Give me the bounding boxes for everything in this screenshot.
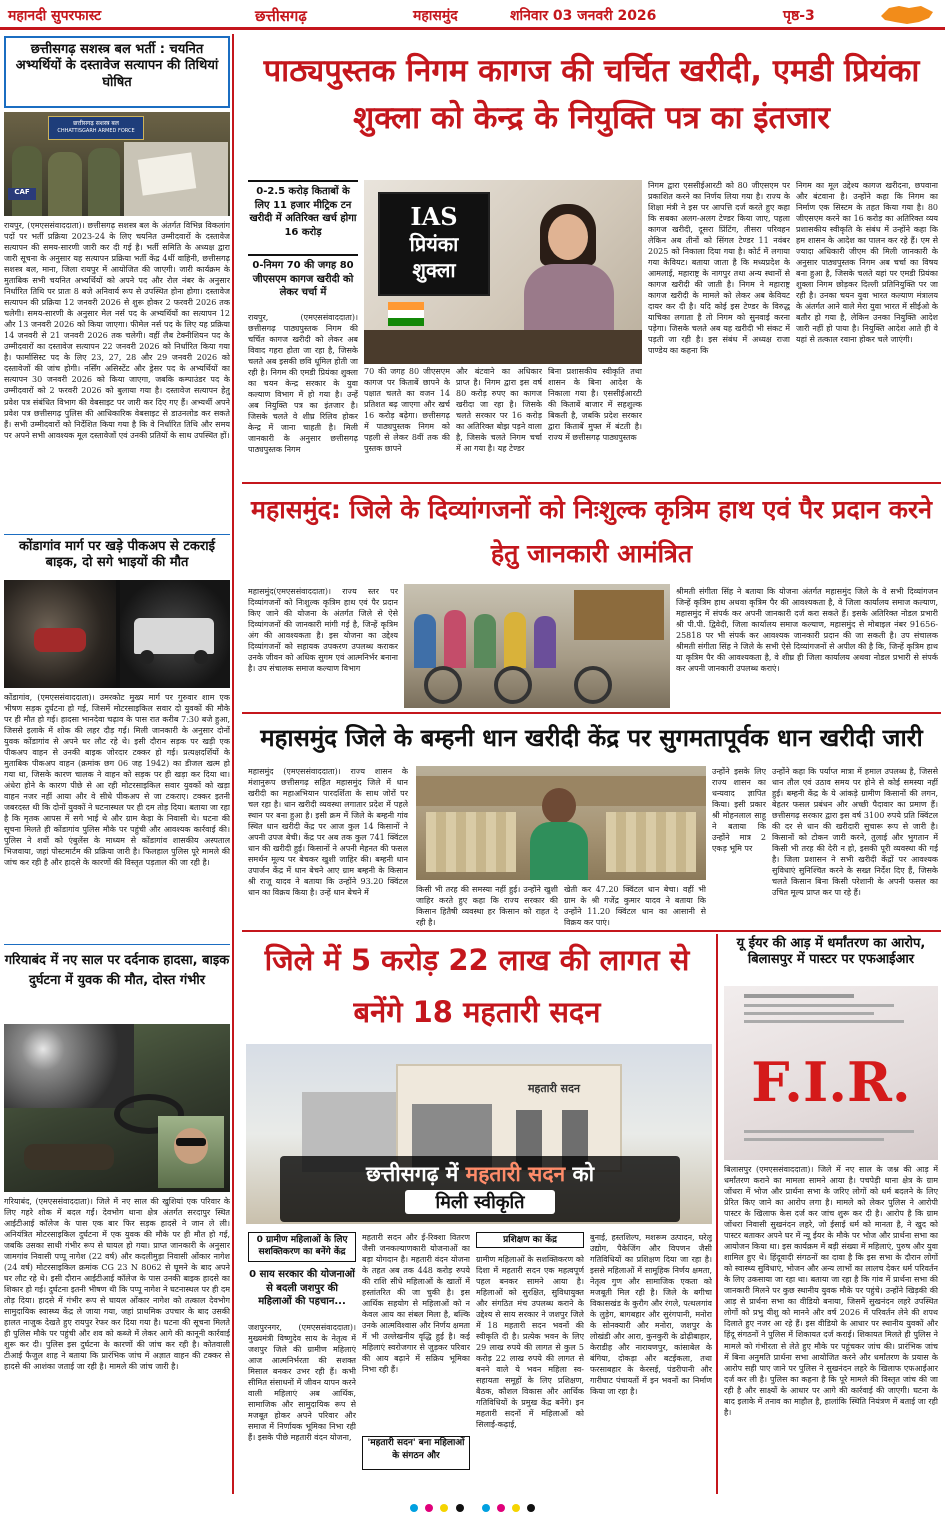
wheel — [140, 650, 154, 664]
color-dot-magenta — [425, 1504, 433, 1512]
person-figure — [534, 616, 556, 668]
banner-line2: मिली स्वीकृति — [405, 1190, 555, 1214]
lead-headline: पाठ्यपुस्तक निगम कागज की चर्चित खरीदी, एमडी प्रियंका शुक्ला को केन्द्र के नियुक्ति पत्र का इंतजार — [263, 53, 920, 136]
divider — [242, 930, 941, 932]
sadan-col1: जशपुरनगर, (एमएससंवाददाता)। मुख्यमंत्री विष्णुदेव साय के नेतृत्व में जशपुर जिले की ग्रामीण महिलाएं आज आत्मनिर्भरता की सशक्त मिसाल बनकर उभर रही हैं। कभी सीमित संसाधनों में जीवन यापन करने वाली महिलाएं अब आर्थिक, सामाजिक और सामुदायिक रूप से मजबूत होकर अपने परिवार और समाज में निर्णायक भूमिका निभा रही हैं। इसके पीछे महतारी वंदन योजना, — [248, 1323, 356, 1443]
soldier-figure — [88, 148, 120, 216]
masthead — [0, 0, 945, 30]
dhan-col3: खेती कर 47.20 क्विंटल धान बेचा। वहीं भी ग्राम के श्री गजेंद्र कुमार यादव ने बताया कि उन्होंने 11.20 क्विंटल धान का आसानी से विक्रय कर पाएं। — [564, 885, 706, 928]
accident-figure — [34, 628, 86, 652]
ias-name-last: शुक्ला — [412, 258, 456, 282]
divyang-photo — [404, 584, 670, 708]
print-registration-bar — [0, 1500, 945, 1519]
dhan-photo — [416, 766, 706, 880]
paper-name: महानदी सुपरफास्ट — [8, 8, 102, 24]
sadan-box2: 0 साय सरकार की योजनाओं से बदली जशपुर की महिलाओं की पहचान... — [249, 1269, 355, 1307]
sadan-col2: महतारी सदन और ई-रिक्शा वितरण जैसी जनकल्याणकारी योजनाओं का बड़ा योगदान है। महतारी वंदन योजना के तहत अब तक 448 करोड़ रुपये की राशि सीधे महिलाओं के खातों में हस्तांतरित की जा चुकी है। इस आर्थिक सहयोग से महिलाओं को न केवल आय का संबल मिला है, बल्कि उनके आत्मविश्वास और निर्णय क्षमता में भी उल्लेखनीय वृद्धि हुई है। कई महिलाएं स्वरोजगार से जुड़कर परिवार की आय बढ़ाने में सक्रिय भूमिका निभा रही हैं। — [362, 1233, 470, 1375]
color-dot-black — [527, 1504, 535, 1512]
color-dot-yellow — [512, 1504, 520, 1512]
victim-figure — [24, 1144, 114, 1170]
armed-force-sign — [48, 116, 144, 140]
color-dot-cyan — [482, 1504, 490, 1512]
left-column — [4, 34, 234, 1494]
person-figure — [444, 610, 466, 668]
person-figure — [504, 612, 526, 668]
sadan-banner — [280, 1156, 680, 1222]
soldier-figure — [12, 146, 42, 216]
sadan-photo — [246, 1044, 712, 1224]
portrait-face — [174, 1128, 208, 1164]
lead-photo — [364, 180, 642, 364]
sadan-headline: जिले में 5 करोड़ 22 लाख की लागत से बनेंगे 18 महतारी सदन — [264, 943, 690, 1030]
registration-dots — [408, 1504, 466, 1515]
armed-force-sign-en: CHHATTISGARH ARMED FORCE — [57, 127, 135, 134]
lead-col5: निगम द्वारा एससीईआरटी को 80 जीएसएम पर प्रकाशित करने का निर्णय लिया गया है। राज्य के शिक्षा मंत्री ने इस पर आपत्ति दर्ज करते हुए कहा कि सबका अलग-अलग टेण्डर किया जाए, पहला कागज खरीदी, दूसरा प्रिंटिंग, तीसरा परिवहन लेकिन अब तीनों को सिंगल टेण्डर 11 नवंबर 2025 को निकाला दिया गया है। कोर्ट में लगाया गया केवियट। बताया जाता है कि मध्यप्रदेश के आमलाई, महाराष्ट्र के नागपुर तथा अन्य स्थानों से कागज खरीदी की जाती है। निगम ने महाराष्ट्र कागज खरीदी के मामले को लेकर अब केवियट दायर कर दी है। यदि कोई इस टेण्डर के विरुद्ध याचिका लगाता है तो निगम को सुनवाई करना पड़ेगा। जिसके चलते अब यह खरीदी भी संकट में पड़ती जा रही है। इस संबंध में अध्यक्ष राजा पाण्डेय का कहना कि — [648, 181, 790, 356]
lead-col2: 70 की जगह 80 जीएसएम कागज पर किताबें छापने के पक्षात चलते का वजन 14 प्रतिशत बढ़ जाएगा और खर्च 16 करोड़ बढ़ेगा। छत्तीसगढ़ में पाठ्यपुस्तक निगम को पहली से लेकर 8वीं तक की पुस्तक छापने — [364, 367, 450, 454]
sadan-box1: 0 ग्रामीण महिलाओं के लिए सशक्तिकरण का बनेंगे केंद्र — [248, 1232, 356, 1262]
farmer-head — [542, 788, 576, 824]
dhan-col1: महासमुंद (एमएससंवाददाता)। राज्य शासन के मंशानुरूप छत्तीसगढ़ सहित महासमुंद जिले में धान खरीदी का महाअभियान पारदर्शिता के साथ जोरों पर चल रहा है। धान खरीदी व्यवस्था लगातार प्रदेश में पहले स्थान पर बना हुआ है। इसी क्रम में जिले के बम्हनी गांव स्थित धान खरीदी केंद्र पर आज कुल 14 किसानों ने अपनी उपज बेची। केंद्र पर अब तक कुल 741 क्विंटल धान की खरीदी हुई। किसानों ने अपनी मेहनत की फसल समर्थन मूल्य पर बेचकर खुशी जाहिर की। बम्हनी धान उपार्जन केंद्र में धान बेचने आए ग्राम बम्हनी के किसान श्री राजू यादव ने बताया कि उन्होंने 93.20 क्विंटल धान का विक्रय किया है। उन्हें धान बेचने में — [248, 767, 408, 898]
lead-deck2: 0-निमग 70 की जगह 80 जीएसएम कागज खरीदी को लेकर चर्चा में — [248, 254, 358, 310]
color-dot-yellow — [440, 1504, 448, 1512]
story3-headline-box — [4, 944, 230, 1018]
soldier-figure — [48, 152, 82, 216]
document-line — [744, 1020, 904, 1023]
fir-stamp: F.I.R. — [751, 1050, 911, 1114]
story1-headline: छत्तीसगढ़ सशस्त्र बल भर्ती : चयनित अभ्यर्थियों के दस्तावेज सत्यापन की तिथियां घोषित — [15, 42, 219, 90]
night-crash-scene — [4, 1024, 134, 1108]
lead-col6: निगम का मूल उद्देश्य कागज खरीदना, छपवाना और बंटवाना है। उन्होंने कहा कि निगम का निर्माण एक सिस्टम के तहत किया गया है। 80 जीएसएम करने का 16 करोड़ का अतिरिक्त व्यय प्रशासकीय स्वीकृति के संबंध में उन्होंने कहा कि हम शासन के आदेश का पालन कर रहे हैं। एम से ज्यादा अधिकारी जीएम की मिली जानकारी के अनुसार पाठ्यपुस्तक निगम अब चर्चा का विषय बना हुआ है, जिसके चलते यहां पर एमडी प्रियंका शुक्ला निगम छोड़कर दिल्ली प्रतिनियुक्ति पर जा रही है। उनका चयन युवा भारत कल्याण मंत्रालय के अंतर्गत आने वाले मेरा युवा भारत में सीईओ के बतौर हो गया है, लेकिन उनका नियुक्ति आदेश जारी नहीं हो पाया है। नियुक्ति आदेश आते ही वे यहां से तत्काल रवाना होकर चले जाएंगी। — [796, 181, 938, 345]
story2-photo — [4, 580, 230, 688]
page-number: पृष्ठ-3 — [783, 8, 815, 24]
document-line — [744, 1004, 894, 1007]
tricycle-wheel — [424, 666, 462, 704]
sadan-box4: प्रशिक्षण का केंद्र — [476, 1232, 584, 1248]
dhan-col4: उन्होंने इसके लिए राज्य शासन का धन्यवाद ज्ञापित किया। इसी प्रकार श्री मोहनलाल साहू ने बताया कि उन्होंने मात्र 2 एकड़ भूमि पर — [712, 767, 766, 854]
document-line — [744, 1012, 874, 1015]
story2-headline-box — [4, 534, 230, 578]
city-name: महासमुंद — [413, 8, 458, 24]
divyang-headline: महासमुंद: जिले के दिव्यांगजनों को निःशुल्क कृत्रिम हाथ एवं पैर प्रदान करने हेतु जानकारी आमंत्रित — [251, 495, 932, 568]
dhan-headline: महासमुंद जिले के बम्हनी धान खरीदी केंद्र पर सुगमतापूर्वक धान खरीदी जारी — [260, 724, 923, 752]
story1-headline-box — [4, 36, 230, 108]
tricycle-wheel — [574, 666, 612, 704]
pickup-vehicle — [134, 618, 214, 654]
document-line — [744, 1138, 884, 1141]
officer-face — [548, 214, 588, 260]
sadan-box3: 'महतारी सदन' बना महिलाओं के संगठन और — [362, 1436, 470, 1470]
state-map-icon — [877, 2, 937, 28]
registration-dots — [480, 1504, 538, 1515]
banner-text-end: को — [572, 1162, 595, 1186]
lead-col4: बिना प्रशासकीय स्वीकृति तथा शासन के बिना आदेश के निकाला गया है। एससीईआरटी की किताबें बाजार में सहशुल्क बिकती है, जबकि प्रदेश सरकार द्वारा किताबें मुफ्त में बंटती है। राज्य में छत्तीसगढ़ पाठ्यपुस्तक — [548, 367, 642, 443]
ias-name-first: प्रियंका — [409, 232, 459, 256]
divider — [242, 482, 941, 484]
farmer-shirt — [530, 822, 588, 880]
color-dot-magenta — [497, 1504, 505, 1512]
document-line — [744, 1130, 914, 1133]
story3-headline: गरियाबंद में नए साल पर दर्दनाक हादसा, बाइक दुर्घटना में युवक की मौत, दोस्त गंभीर — [4, 953, 230, 988]
person-figure — [414, 614, 436, 668]
dhan-col5: उन्होंने कहा कि पर्याप्त मात्रा में हमाल उपलब्ध है, जिससे धान तौल एवं उठाव समय पर होने से कोई समस्या नहीं हुई। बम्हनी केंद्र के ये आंकड़े ग्रामीण किसानों की लगन, बेहतर फसल प्रबंधन और अच्छी पैदावार का प्रमाण हैं। छत्तीसगढ़ सरकार द्वारा इस वर्ष 3100 रुपये प्रति क्विंटल की दर से धान की खरीदारी सुचारू रूप से जारी है। किसानों को टोकन जारी करने, तुलाई और भुगतान में किसी भी तरह की देरी न हो, इसकी पूरी व्यवस्था की गई है। जिला प्रशासन ने सभी खरीदी केंद्रों पर आवश्यक सुविधाएं सुनिश्चित करने के सख्त निर्देश दिए हैं, जिसके चलते किसान बिना किसी परेशानी के अपनी फसल का उचित मूल्य प्राप्त कर पा रहे हैं। — [772, 767, 938, 898]
caf-badge: CAF — [8, 188, 36, 200]
paddy-sacks — [606, 812, 696, 872]
lead-col1: रायपुर, (एमएससंवाददाता)। छत्तीसगढ़ पाठ्यपुस्तक निगम की चर्चित कागज खरीदी को लेकर अब विवाद गहरा होता जा रहा है, जिसके चलते अब इसकी छवि धूमिल होती जा रही है। निगम की एमडी प्रियंका शुक्ला का चयन केन्द्र सरकार के युवा कल्याण विभाग में हो गया है। उन्हें अब नियुक्ति पत्र का इंतजार है। जिसके चलते वे शीघ्र रिलिव होकर केन्द्र में जाना चाहती है। मिली जानकारी के अनुसार छत्तीसगढ़ पाठ्यपुस्तक निगम — [248, 313, 358, 455]
story1-body: रायपुर, (एमएससंवाददाता)। छत्तीसगढ़ सशस्त्र बल के अंतर्गत विभिन्न विकलांग पदों पर भर्ती प्रक्रिया 2023-24 के लिए चयनित उम्मीदवारों के दस्तावेज सत्यापन की समय-सारणी जारी कर दी गई है। भर्ती समिति के अध्यक्ष द्वारा जारी सूचना के अनुसार यह सत्यापन प्रक्रिया भर्ती केंद्र 4थीं वाहिनी, छत्तीसगढ़ सशस्त्र बल, माना, जिला रायपुर में आयोजित की जाएगी। जारी कार्यक्रम के मुताबिक सभी चयनित अभ्यर्थियों को अपने पद और रोल नंबर के अनुसार निर्धारित तिथि पर प्रातः 8 बजे अनिवार्य रूप से उपस्थित होना होगा। दस्तावेज सत्यापन की प्रक्रिया 12 जनवरी 2026 से शुरू होकर 2 फरवरी 2026 तक चलेगी। समय-सारणी के अनुसार मेल नर्स पद के अभ्यर्थियों का सत्यापन 12 और 13 जनवरी 2026 को किया जाएगा। फीमेल नर्स पद के लिए यह प्रक्रिया 14 जनवरी से 21 जनवरी 2026 तक चलेगी। वहीं लैब टेक्नीशियन पद के उम्मीदवारों का दस्तावेज सत्यापन 22 जनवरी 2026 को निर्धारित किया गया है। फार्मासिस्ट पद के लिए 23, 27, 28 और 29 जनवरी 2026 को दस्तावेजों की जांच होगी। नर्सिंग असिस्टेंट और ड्रेसर पद के अभ्यर्थियों का सत्यापन 30 जनवरी 2026 को किया जाएगा, जबकि कम्पाउंडर पद के उम्मीदवारों को 2 फरवरी 2026 को बुलाया गया है। दस्तावेज सत्यापन हेतु प्रवेश पत्र संबंधित विभाग की वेबसाइट पर जारी कर दिए गए हैं। अभ्यर्थी अपने प्रवेश पत्र छत्तीसगढ़ पुलिस की आधिकारिक वेबसाइट से डाउनलोड कर सकते हैं। सभी उम्मीदवारों को निर्देशित किया गया है कि वे निर्धारित तिथि और समय पर अपने सभी आवश्यक मूल दस्तावेजों एवं उनकी प्रतियों के साथ उपस्थित हों। — [4, 221, 230, 440]
story3-photo — [4, 1024, 230, 1192]
divyang-col2: श्रीमती संगीता सिंह ने बताया कि योजना अंतर्गत महासमुंद जिले के वे सभी दिव्यांगजन जिन्हें कृत्रिम हाथ अथवा कृत्रिम पैर की आवश्यकता है, वे जिला कार्यालय समाज कल्याण, महासमुंद में संपर्क कर अपनी जानकारी दर्ज करा सकते हैं। इसके अतिरिक्त नोडल प्रभारी श्री पी.पी. द्विवेदी, जिला कार्यालय समाज कल्याण, महासमुंद से मोबाइल नंबर 91656-25818 पर भी संपर्क कर आवश्यक जानकारी प्रदान की जा सकती है। उप संचालक श्रीमती संगीता सिंह ने जिले के सभी ऐसे दिव्यांगजनों से अपील की है कि, जिन्हें कृत्रिम हाथ या कृत्रिम पैर की आवश्यकता है, वे शीघ्र ही जिला कार्यालय अथवा नोडल प्रभारी से संपर्क कर अपनी जानकारी उपलब्ध कराएं। — [676, 587, 938, 674]
armed-force-sign-hi: छत्तीसगढ़ सशस्त्र बल — [73, 120, 119, 127]
sadan-col4: बुनाई, हस्तशिल्प, मशरूम उत्पादन, घरेलू उद्योग, पैकेजिंग और विपणन जैसी गतिविधियों का प्रशिक्षण दिया जा रहा है। इससे महिलाओं में सामूहिक निर्णय क्षमता, नेतृत्व गुण और सामाजिक एकता को मजबूती मिल रही है। जिले के बगीचा विकासखंड के कुरौग और रंगले, पत्थलगांव के लुड़ेग, बागबहार और सुरंगपानी, मनोरा के सोनक्यारी और मनोरा, जशपुर के लोखंडी और आरा, कुनकुरी के ढोढ़ीबाहार, केराडीह और नारायणपुर, कांसाबेल के बंगिया, दोकड़ा और बटईकला, तथा फरसाबहार के केरसई, पंडरीपानी और गारीघाट पंचायतों में इन भवनों का निर्माण किया जा रहा है। — [590, 1233, 712, 1397]
lead-deck1: 0-2.5 करोड़ किताबों के लिए 11 हजार मीट्रिक टन खरीदी में अतिरिक्त खर्च होगा 16 करोड़ — [248, 180, 358, 250]
issue-date: शनिवार 03 जनवरी 2026 — [510, 8, 657, 24]
story2-headline: कोंडागांव मार्ग पर खड़े पीकअप से टकराई बाइक, दो सगे भाइयों की मौत — [19, 539, 215, 571]
color-dot-cyan — [410, 1504, 418, 1512]
tricycle-wheel — [494, 666, 532, 704]
color-dot-black — [456, 1504, 464, 1512]
banner-line1 — [280, 1156, 680, 1188]
story2-body: कोंडागांव, (एमएससंवाददाता)। उमरकोट मुख्य मार्ग पर गुरुवार शाम एक भीषण सड़क दुर्घटना हो गई, जिसमें मोटरसाइकिल सवार दो युवकों की मौके पर ही मौत हो गई। हादसा भानदेवा चढ़ाव के पास रात करीब 7:30 बजे हुआ, जिससे इलाके में शोक की लहर दौड़ गई। मिली जानकारी के अनुसार दोनों युवक कोंडागांव से अपने घर लौट रहे थे। इसी दौरान सड़क पर खड़ी एक पीकअप वाहन से उनकी बाइक जोरदार टक्कर हो गई। प्रत्यक्षदर्शियों के मुताबिक पीकअप वाहन (क्रमांक छग 06 जह 1942) का डीजल खत्म हो गया था, जिसके कारण चालक ने वाहन को सड़क पर ही खड़ा कर दिया था। अंधेरा होने के कारण पीछे से आ रही मोटरसाइकिल सवार युवकों को खड़ा वाहन नजर नहीं आया और वे सीधे पीकअप से जा टकराए। टक्कर इतनी जबरदस्त थी कि दोनों युवकों ने घटनास्थल पर ही दम तोड़ दिया। बताया जा रहा है कि मृतक आपस में सगे भाई थे और ग्राम केड़ा के निवासी थे। घटना की सूचना मिलते ही कोंडागांव पुलिस मौके पर पहुंची और आवश्यक कार्रवाई की। पुलिस ने शवों को एंबुलेंस के माध्यम से कोंडागांव शासकीय अस्पताल भिजवाया, जहां पोस्टमार्टम की प्रक्रिया जारी है। फिलहाल पुलिस पूरे मामले की जांच कर रही है और हादसे के कारणों की विस्तृत पड़ताल की जा रही है। — [4, 693, 230, 868]
story1-photo — [4, 112, 230, 216]
fir-photo — [724, 986, 938, 1160]
fir-headline: यू ईयर की आड़ में धर्मांतरण का आरोप, बिलासपुर में पास्टर पर एफआईआर — [736, 936, 926, 968]
person-figure — [474, 614, 496, 668]
story3-body: गरियाबंद, (एमएससंवाददाता)। जिले में नए साल की खुशियां एक परिवार के लिए गहरे शोक में बदल गईं। देवभोग थाना क्षेत्र अंतर्गत सरदापुर स्थित आईटीआई कॉलेज के पास एक बार फिर सड़क हादसे ने जान ले ली। अनियंत्रित मोटरसाइकिल दुर्घटना में एक युवक की मौके पर ही मौत हो गई, जबकि उसका साथी गंभीर रूप से घायल हो गया। प्राप्त जानकारी के अनुसार जामगांव निवासी पप्पू नागेश (22 वर्ष) और कदलीमुड़ा निवासी ओंकार नागेश (24 वर्ष) मोटरसाइकिल क्रमांक CG 23 N 8062 से घूमने के बाद अपने घर लौट रहे थे। इसी दौरान आईटीआई कॉलेज के पास उनकी बाइक हादसे का शिकार हो गई। दुर्घटना इतनी भीषण थी कि पप्पू नागेश ने घटनास्थल पर ही दम तोड़ दिया। हादसे में गंभीर रूप से घायल ओंकार नागेश को तत्काल देवभोग सामुदायिक स्वास्थ्य केंद्र ले जाया गया, जहां प्राथमिक उपचार के बाद उसकी हालत नाजुक देखते हुए रायपुर रेफर कर दिया गया है। घटना की सूचना मिलते ही पुलिस मौके पर पहुंची और शव को कब्जे में लेकर आगे की कानूनी कार्रवाई शुरू कर दी। पुलिस इस दुर्घटना के कारणों की जांच कर रही है। कोतवाली टीआई फैजुल शाह ने बताया कि प्रारंभिक जांच में अज्ञात वाहन की टक्कर से हादसे की आशंका जताई जा रही है। मामले की जांच जारी है। — [4, 1197, 230, 1372]
sunglasses — [176, 1138, 206, 1146]
vertical-divider — [716, 934, 718, 1494]
document-line — [744, 994, 854, 998]
divyang-col1: महासमुंद(एमएससंवाददाता)। राज्य स्तर पर दिव्यांगजनों को निःशुल्क कृत्रिम हाथ एवं पैर प्रदान किए जाने की योजना के अंतर्गत जिले से ऐसे दिव्यांगजनों की जानकारी मांगी गई है, जिन्हें कृत्रिम अंग की आवश्यकता है। इस योजना का उद्देश्य दिव्यांगजनों को सहायक उपकरण उपलब्ध कराकर उनके जीवन को अधिक सुगम एवं आत्मनिर्भर बनाना है। उप संचालक समाज कल्याण विभाग — [248, 587, 398, 674]
flag-icon — [388, 302, 424, 326]
paddy-sacks — [426, 812, 516, 872]
dhan-col2: किसी भी तरह की समस्या नहीं हुई। उन्होंने खुशी जाहिर करते हुए कहा कि राज्य सरकार की किसान हितैषी व्यवस्था हर किसान को राहत दे रही है। — [416, 885, 558, 928]
ias-nameplate — [378, 192, 490, 296]
banner-text-start: छत्तीसगढ़ में — [365, 1162, 459, 1186]
fir-body: बिलासपुर (एमएससंवाददाता)। जिले में नए साल के जश्न की आड़ में धर्मांतरण कराने का मामला सामने आया है। पचपेड़ी थाना क्षेत्र के ग्राम जोंधरा में भोज और प्रार्थना सभा के जरिए लोगों को धर्म बदलने के लिए प्रेरित किए जाने का आरोप लगा है। मामले को लेकर पुलिस ने आरोपी पास्टर के खिलाफ केस दर्ज कर जांच शुरू कर दी है। आरोप है कि ग्राम जोंधरा निवासी सुखनंदन लहरे, जो ईसाई धर्म को मानता है, ने खुद को पास्टर बताकर अपने घर में न्यू ईयर के मौके पर भोज और प्रार्थना सभा का आयोजन किया था। इस कार्यक्रम में बड़ी संख्या में महिलाएं, पुरुष और युवा शामिल हुए थे। हिंदूवादी संगठनों का दावा है कि इस सभा के दौरान लोगों को स्वास्थ्य सुविधाएं, भोजन और अन्य लाभों का लालच देकर धर्म परिवर्तन के लिए उकसाया जा रहा था। बताया जा रहा है कि गांव में प्रार्थना सभा की जानकारी मिलने पर कुछ स्थानीय युवक मौके पर पहुंचे। उन्होंने खिड़की की आड़ से प्रार्थना सभा का वीडियो बनाया, जिसमें सुखनंदन लहरे उपस्थित लोगों को प्रभु यीशु को मानने और वर्ष 2026 में परिवर्तन लेने की शपथ दिलाते हुए नजर आ रहे हैं। इस वीडियो के आधार पर स्थानीय युवकों और हिंदू संगठनों ने पुलिस में शिकायत दर्ज कराई। शिकायत मिलते ही पुलिस ने मामले को गंभीरता से लेते हुए मौके पर पहुंचकर जांच की। प्रारंभिक जांच में बिना अनुमति प्रार्थना सभा आयोजित करने और धर्मांतरण के प्रयास के आरोप सही पाए जाने पर पुलिस ने सुखनंदन लहरे के खिलाफ एफआईआर दर्ज कर ली है। पुलिस का कहना है कि पूरे मामले की विस्तृत जांच की जा रही है और साक्ष्यों के आधार पर आगे की कार्रवाई की जाएगी। घटना के बाद इलाके में तनाव का माहौल है, हालांकि स्थिति नियंत्रण में बताई जा रही है। — [724, 1165, 938, 1417]
ias-label: IAS — [410, 202, 458, 231]
sadan-col3: ग्रामीण महिलाओं के सशक्तिकरण को दिशा में महतारी सदन एक महत्वपूर्ण पहल बनकर सामने आया है। महिलाओं को सुरक्षित, सुविधायुक्त और संगठित मंच उपलब्ध कराने के उद्देश्य से साय सरकार ने जशपुर जिले में 18 महतारी सदन भवनों की स्वीकृति दी है। प्रत्येक भवन के लिए 29 लाख रुपये की लागत से कुल 5 करोड़ 22 लाख रुपये की लागत से बनने वाले ये भवन महिला स्व-सहायता समूहों के लिए प्रशिक्षण, बैठक, कौशल विकास और आर्थिक गतिविधियों के प्रमुख केंद्र बनेंगे। इन महतारी सदनों में महिलाओं को सिलाई-कढ़ाई, — [476, 1255, 584, 1430]
office-door — [574, 590, 664, 640]
section-state: छत्तीसगढ़ — [255, 7, 307, 25]
document-paper — [138, 152, 196, 195]
divider — [242, 712, 941, 714]
building-sign: महतारी सदन — [527, 1082, 581, 1095]
wheel — [194, 650, 208, 664]
lead-col3: और बंटवाने का अधिकार प्राप्त है। निगम द्वारा इस वर्ष 80 करोड़ रुपए का कागज खरीदा जा रहा है। जिसके चलते सरकार पर 16 करोड़ का अतिरिक्त बोझ पड़ने वाला है, जिसके चलते निगम चर्चा में आ गया है। यह टेण्डर — [456, 367, 542, 454]
banner-highlight: महतारी सदन — [465, 1162, 566, 1186]
desk — [364, 330, 642, 364]
